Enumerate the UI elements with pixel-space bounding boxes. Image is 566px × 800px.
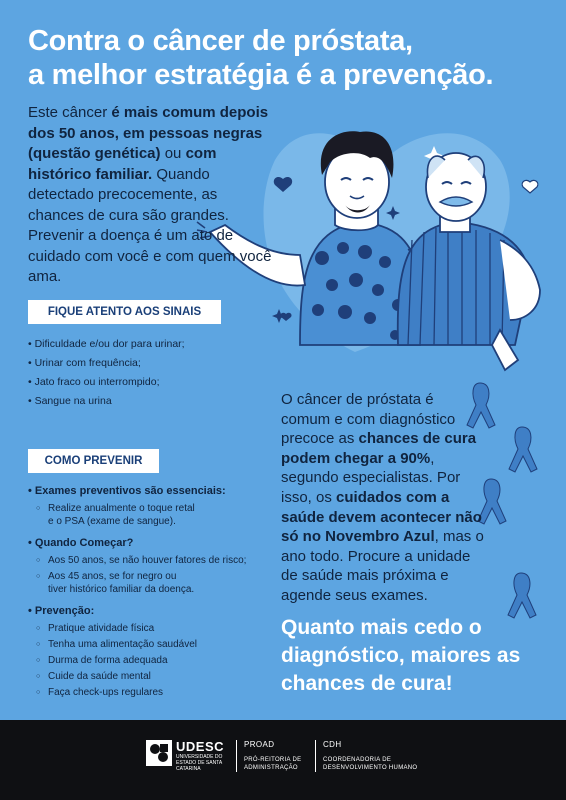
list-item: ○ Aos 50 anos, se não houver fatores de risco;	[36, 554, 278, 567]
prevent-heading: COMO PREVENIR	[28, 449, 159, 473]
prevent-group-items	[28, 554, 278, 596]
diagnosis-text: O câncer de próstata é comum e com diagnóstico precoce as	[281, 391, 456, 448]
list-item: ○ Aos 45 anos, se for negro ou tiver histórico familiar da doença.	[36, 570, 198, 596]
page-title	[28, 24, 558, 92]
list-item: • Jato fraco ou interrompido;	[28, 374, 268, 393]
prevent-group-items	[28, 622, 278, 699]
intro-paragraph	[28, 103, 273, 288]
diagnosis-text: , segundo especialistas. Por isso, os	[281, 449, 461, 506]
unit-name-proad: PRÓ-REITORIA DE ADMINISTRAÇÃO	[244, 757, 302, 771]
list-item: ○ Faça check-ups regulares	[36, 686, 278, 699]
list-item: • Sangue na urina	[28, 393, 268, 412]
prevent-group-items	[28, 502, 278, 528]
logo-name: UDESC	[176, 739, 225, 754]
heart-icon	[522, 180, 538, 193]
intro-text: ou	[160, 145, 186, 162]
footer	[0, 720, 566, 800]
diagnosis-bold-text: chances de cura podem chegar a 90%	[281, 430, 477, 467]
heart-icon	[280, 313, 291, 321]
intro-text: Quando detectado precocemente, as chances de cura são grandes. Prevenir a doença é um ato de cuidado com você e com quem você ama.	[28, 165, 272, 285]
signs-heading: FIQUE ATENTO AOS SINAIS	[28, 300, 221, 324]
intro-text: Este câncer	[28, 104, 112, 121]
list-item: ○ Durma de forma adequada	[36, 654, 278, 667]
prevent-group-title: • Quando Começar?	[28, 536, 278, 551]
logo-subtitle: UNIVERSIDADE DO ESTADO DE SANTA CATARINA	[176, 754, 223, 772]
list-item: ○ Tenha uma alimentação saudável	[36, 638, 278, 651]
divider	[236, 740, 237, 772]
prevent-group-title: • Prevenção:	[28, 604, 278, 619]
list-item: ○ Pratique atividade física	[36, 622, 278, 635]
call-to-action: Quanto mais cedo o diagnóstico, maiores as chances de cura!	[281, 616, 521, 695]
list-item: • Dificuldade e/ou dor para urinar;	[28, 336, 268, 355]
list-item: ○ Cuide da saúde mental	[36, 670, 278, 683]
title-line-1: Contra o câncer de próstata,	[28, 25, 413, 57]
prevent-list	[28, 484, 278, 707]
diagnosis-text: , mas o ano todo. Procure a unidade de saúde mais próxima e agende seus exames.	[281, 528, 484, 604]
signs-list	[28, 336, 268, 412]
unit-name-cdh: COORDENADORIA DE DESENVOLVIMENTO HUMANO	[323, 757, 418, 771]
intro-bold-text: é mais comum depois dos 50 anos, em pessoas negras (questão genética)	[28, 104, 269, 162]
title-line-2: a melhor estratégia é a prevenção.	[28, 59, 494, 91]
unit-code-cdh: CDH	[323, 740, 342, 749]
list-item: ○ Realize anualmente o toque retal e o PSA (exame de sangue).	[36, 502, 198, 528]
udesc-logo-icon	[146, 740, 172, 766]
divider	[315, 740, 316, 772]
diagnosis-paragraph	[281, 390, 486, 606]
list-item: • Urinar com frequência;	[28, 355, 268, 374]
diagnosis-bold-text: cuidados com a saúde devem acontecer não só no Novembro Azul	[281, 488, 482, 546]
prevent-group-title: • Exames preventivos são essenciais:	[28, 484, 278, 499]
intro-bold-text: com histórico familiar.	[28, 145, 217, 183]
unit-code-proad: PROAD	[244, 740, 275, 749]
